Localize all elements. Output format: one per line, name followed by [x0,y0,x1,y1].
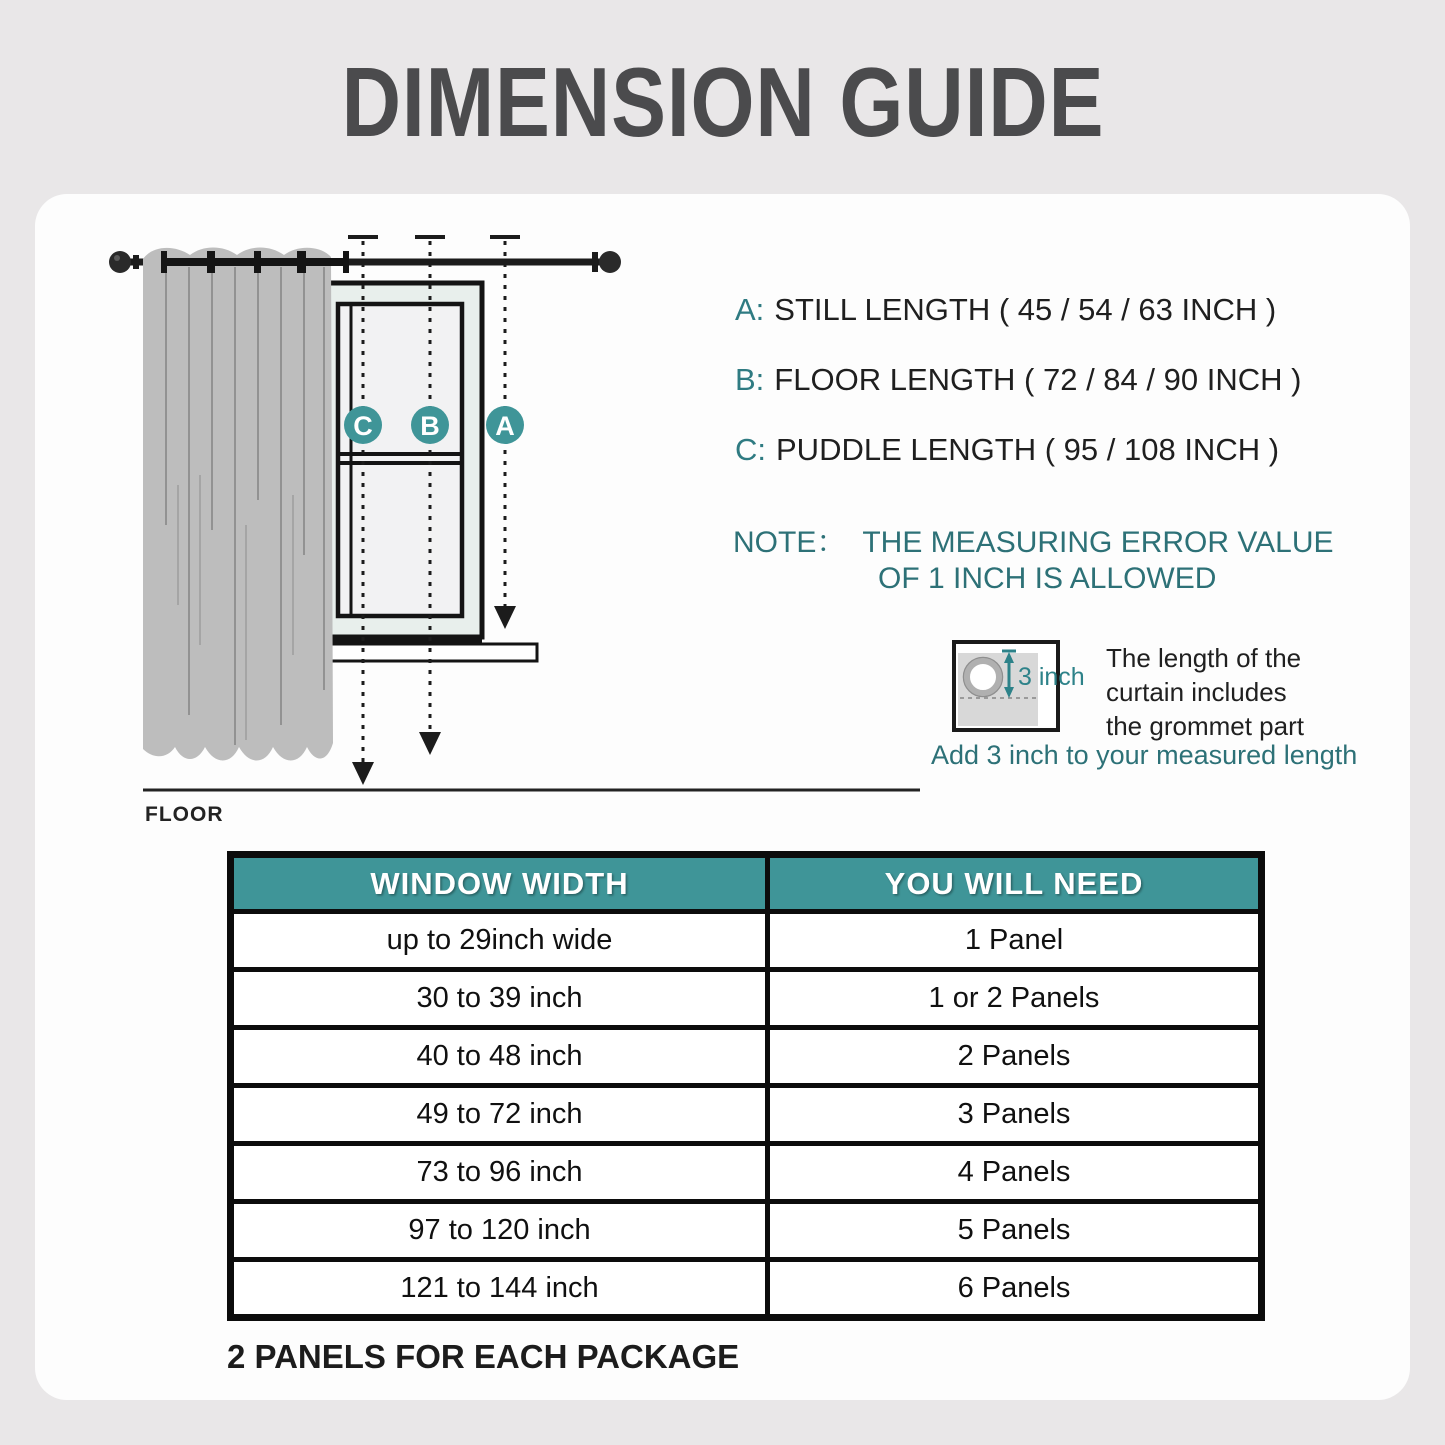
spec-c-text: PUDDLE LENGTH ( 95 / 108 INCH ) [776,432,1280,467]
grommet-desc-line1: The length of the [1106,643,1302,673]
table-header-row [231,855,1262,912]
window-icon [323,283,482,637]
spec-b-text: FLOOR LENGTH ( 72 / 84 / 90 INCH ) [774,362,1302,397]
cell-width: up to 29inch wide [231,912,768,970]
header-you-will-need: YOU WILL NEED [768,855,1262,912]
spec-b-prefix: B: [735,362,765,397]
grommet-desc-line3: the grommet part [1106,710,1304,741]
cell-width: 49 to 72 inch [231,1086,768,1144]
note-text [733,517,1334,561]
spec-line-c [735,432,1279,468]
grommet-description [1106,642,1336,743]
table-row [231,970,1262,1028]
cell-width: 97 to 120 inch [231,1202,768,1260]
badge-c: C [353,411,373,441]
cell-panels: 6 Panels [768,1260,1262,1318]
spec-line-a [735,292,1276,328]
cell-width: 40 to 48 inch [231,1028,768,1086]
cell-panels: 2 Panels [768,1028,1262,1086]
note-line1: THE MEASURING ERROR VALUE [862,526,1334,559]
cell-width: 30 to 39 inch [231,970,768,1028]
note-label: NOTE： [733,526,847,559]
cell-panels: 1 or 2 Panels [768,970,1262,1028]
table-row [231,1086,1262,1144]
cell-width: 121 to 144 inch [231,1260,768,1318]
three-inch-label: 3 inch [1018,663,1085,691]
curtain-icon [143,248,349,761]
note-line2: OF 1 INCH IS ALLOWED [878,562,1217,595]
spec-c-prefix: C: [735,432,766,467]
measure-badges [344,406,524,444]
grommet-desc-line2: curtain includes [1106,676,1287,707]
cell-width: 73 to 96 inch [231,1144,768,1202]
spec-a-text: STILL LENGTH ( 45 / 54 / 63 INCH ) [774,292,1277,327]
spec-line-b [735,362,1301,398]
floor-label: FLOOR [145,803,224,826]
grommet-ring-icon [964,658,1003,697]
window-sill-icon [300,635,537,661]
table-row [231,1144,1262,1202]
cell-panels: 3 Panels [768,1086,1262,1144]
spec-a-prefix: A: [735,292,765,327]
cell-panels: 4 Panels [768,1144,1262,1202]
grommet-diagram [946,636,1096,736]
cell-panels: 1 Panel [768,912,1262,970]
table-row [231,1028,1262,1086]
table-row [231,1260,1262,1318]
table-row [231,912,1262,970]
page-title: DIMENSION GUIDE [341,47,1104,157]
badge-b: B [420,411,440,441]
badge-a: A [495,411,515,441]
header-window-width: WINDOW WIDTH [231,855,768,912]
panel-size-table [227,851,1265,1321]
grommet-tip: Add 3 inch to your measured length [931,740,1358,770]
package-note: 2 PANELS FOR EACH PACKAGE [227,1338,740,1375]
table-row [231,1202,1262,1260]
cell-panels: 5 Panels [768,1202,1262,1260]
